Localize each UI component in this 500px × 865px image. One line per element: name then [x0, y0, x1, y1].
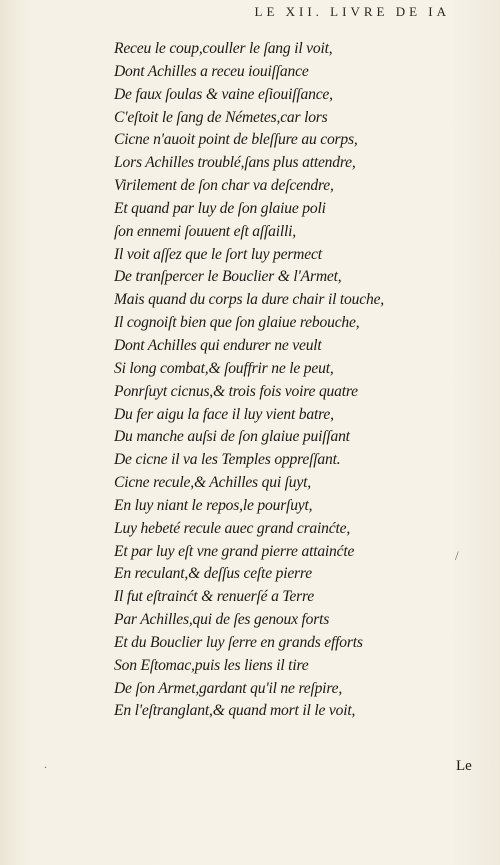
margin-mark: / — [455, 548, 459, 563]
verse-line: Par Achilles,qui de ſes genoux forts — [114, 611, 330, 629]
verse-list — [114, 38, 384, 723]
verse-line: C'eſtoit le ſang de Németes,car lors — [114, 108, 328, 126]
verse-line: De faux ſoulas & vaine eſiouiſſance, — [114, 85, 333, 103]
running-head: LE XII. LIVRE DE IA — [254, 4, 450, 19]
verse-line: Son Eſtomac,puis les liens il tire — [114, 656, 309, 674]
verse-line: Il voit aſſez que le ſort luy permect — [114, 245, 322, 263]
verse-line: Il cognoiſt bien que ſon glaiue rebouche, — [114, 314, 360, 332]
verse-line: De cicne il va les Temples oppreſſant. — [114, 451, 341, 469]
verse-line: Et quand par luy de ſon glaiue poli — [114, 199, 326, 217]
verse-line: En reculant,& deſſus ceſte pierre — [114, 565, 312, 583]
verse-line: Virilement de ſon char va deſcendre, — [114, 177, 334, 195]
verse-line: Du manche auſsi de ſon glaiue puiſſant — [114, 428, 350, 446]
verse-line: En luy niant le repos,le pourſuyt, — [114, 496, 313, 514]
verse-line: Lors Achilles troublé,ſans plus attendre, — [114, 154, 356, 172]
verse-line: Et du Bouclier luy ſerre en grands efforts — [114, 633, 363, 651]
verse-line: Et par luy eſt vne grand pierre attainćte — [114, 542, 355, 560]
verse-line: Receu le coup,couller le ſang il voit, — [114, 40, 333, 57]
verse-line: De tranſpercer le Bouclier & l'Armet, — [114, 268, 342, 286]
verse-line: En l'eſtranglant,& quand mort il le voit, — [114, 702, 356, 720]
verse-line: Cicne n'auoit point de bleſſure au corps, — [114, 131, 358, 149]
verse-line: Dont Achilles qui endurer ne veult — [114, 336, 322, 354]
verse-line: ſon ennemi ſouuent eſt aſſailli, — [114, 222, 296, 240]
verse-line: Il fut eſtrainćt & renuerſé a Terre — [114, 588, 315, 606]
verse-line: Ponrſuyt cicnus,& trois fois voire quatre — [114, 382, 358, 400]
verse-line: Mais quand du corps la dure chair il touche, — [114, 291, 384, 309]
verse-line: Si long combat,& ſouffrir ne le peut, — [114, 359, 334, 377]
verse-line: Cicne recule,& Achilles qui ſuyt, — [114, 474, 311, 492]
verse-line: Du fer aigu la face il luy vient batre, — [114, 405, 334, 423]
verse-line: Luy hebeté recule auec grand crainćte, — [114, 519, 351, 537]
verse-line: De ſon Armet,gardant qu'il ne reſpire, — [114, 679, 343, 697]
verse-line: Dont Achilles a receu iouiſſance — [114, 62, 309, 80]
catchword: Le — [456, 758, 472, 774]
margin-mark: . — [44, 757, 47, 771]
